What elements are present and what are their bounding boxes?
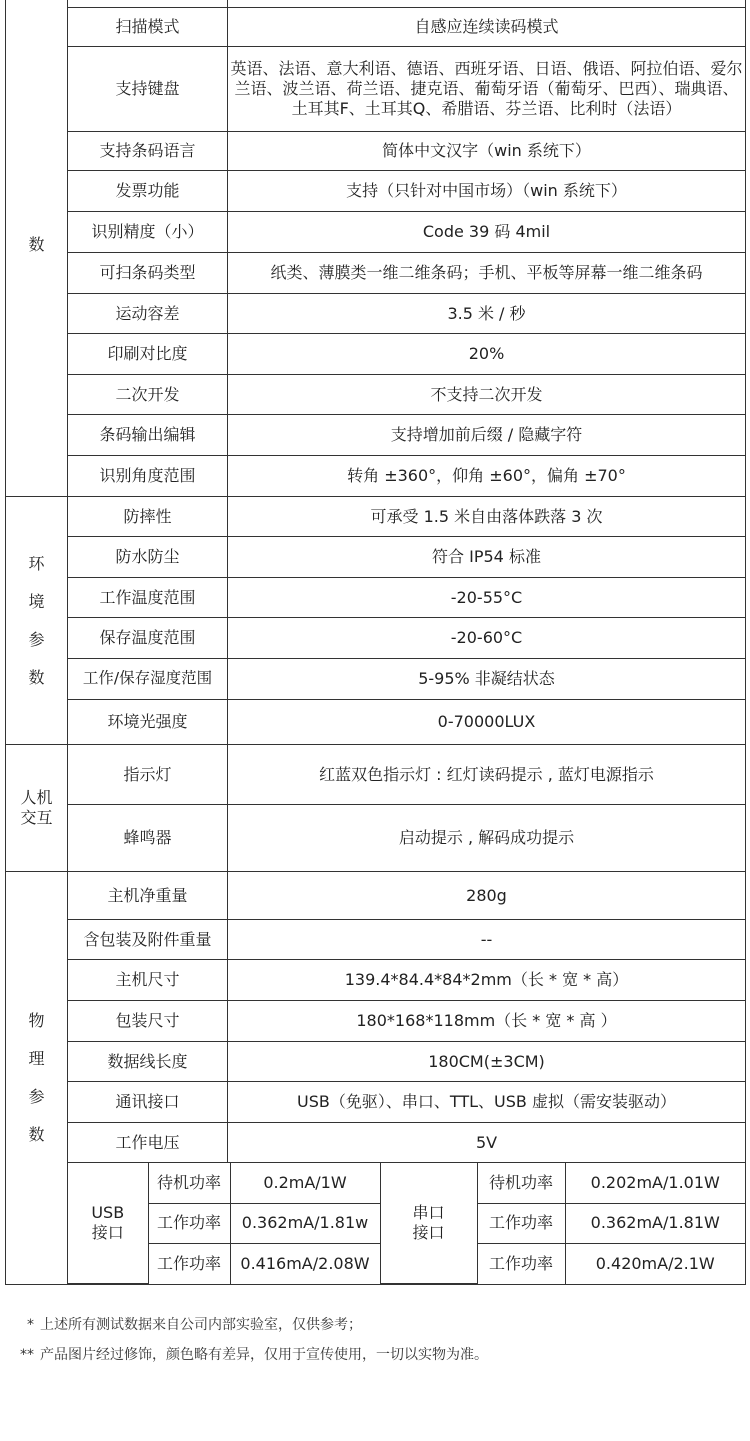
spec-key: 蜂鸣器 [68, 805, 228, 872]
spec-key: 主机净重量 [68, 872, 228, 920]
category-cell [6, 872, 68, 1285]
spec-key: 条码输出编辑 [68, 415, 228, 456]
power-cell [68, 1163, 746, 1285]
category-label: 数 [28, 1125, 45, 1144]
footnotes [20, 1314, 488, 1374]
spec-value [228, 0, 746, 8]
spec-value: Code 39 码 4mil [228, 212, 746, 253]
serial-interface-label: 串口 接口 [380, 1163, 477, 1284]
category-label: 数 [28, 235, 45, 254]
usb-power-value: 0.362mA/1.81w [230, 1203, 380, 1243]
serial-power-value: 0.202mA/1.01W [565, 1163, 745, 1203]
spec-key: 工作/保存湿度范围 [68, 659, 228, 700]
spec-value: 转角 ±360°，仰角 ±60°，偏角 ±70° [228, 456, 746, 497]
table-row [6, 1042, 746, 1082]
category-label: 环 [28, 553, 45, 573]
category-label: 境 [28, 591, 45, 611]
category-label: 数 [28, 667, 45, 687]
spec-value: 3.5 米 / 秒 [228, 294, 746, 334]
spec-key: 支持键盘 [68, 47, 228, 132]
spec-key: 环境光强度 [68, 700, 228, 745]
spec-value: 180*168*118mm（长 * 宽 * 高 ） [228, 1001, 746, 1042]
footnote: ** 产品图片经过修饰，颜色略有差异，仅用于宣传使用，一切以实物为准。 [20, 1347, 488, 1363]
usb-power-value: 0.416mA/2.08W [230, 1243, 380, 1283]
spec-key: 扫描模式 [68, 8, 228, 47]
table-row [6, 415, 746, 456]
spec-value: -20-55°C [228, 578, 746, 618]
table-row [6, 872, 746, 920]
spec-key: 保存温度范围 [68, 618, 228, 659]
spec-value: 支持增加前后缀 / 隐藏字符 [228, 415, 746, 456]
footnote: * 上述所有测试数据来自公司内部实验室，仅供参考； [27, 1317, 362, 1333]
category-label: 参 [28, 1087, 45, 1106]
serial-power-key: 工作功率 [477, 1203, 565, 1243]
spec-key: 指示灯 [68, 745, 228, 805]
spec-value: 英语、法语、意大利语、德语、西班牙语、日语、俄语、阿拉伯语、爱尔兰语、波兰语、荷兰语、捷克语、葡萄牙语（葡萄牙、巴西）、瑞典语、土耳其F、土耳其Q、希腊语、芬兰语、比利时（法语） [228, 47, 746, 132]
spec-key: 防水防尘 [68, 537, 228, 578]
usb-power-value: 0.2mA/1W [230, 1163, 380, 1203]
spec-key: 可扫条码类型 [68, 253, 228, 294]
spec-key: 工作电压 [68, 1123, 228, 1163]
usb-power-key: 工作功率 [148, 1203, 230, 1243]
table-row [6, 8, 746, 47]
spec-key: 防摔性 [68, 497, 228, 537]
spec-key: 通讯接口 [68, 1082, 228, 1123]
spec-key: 支持条码语言 [68, 132, 228, 171]
category-label: 人机 [20, 788, 53, 807]
spec-key: 包装尺寸 [68, 1001, 228, 1042]
category-label: 交互 [20, 808, 53, 827]
table-row [6, 920, 746, 960]
category-cell [6, 745, 68, 872]
table-row [6, 375, 746, 415]
usb-interface-label: USB 接口 [68, 1163, 148, 1284]
table-row [6, 1163, 746, 1285]
usb-power-key: 待机功率 [148, 1163, 230, 1203]
spec-value: 5V [228, 1123, 746, 1163]
table-row [6, 745, 746, 805]
serial-power-value: 0.420mA/2.1W [565, 1243, 745, 1283]
table-row [6, 171, 746, 212]
spec-key: 运动容差 [68, 294, 228, 334]
table-row [6, 497, 746, 537]
usb-power-key: 工作功率 [148, 1243, 230, 1283]
category-cell [6, 0, 68, 497]
spec-key: 含包装及附件重量 [68, 920, 228, 960]
spec-key: 识别精度（小） [68, 212, 228, 253]
spec-value: -20-60°C [228, 618, 746, 659]
spec-value: 启动提示 , 解码成功提示 [228, 805, 746, 872]
serial-power-value: 0.362mA/1.81W [565, 1203, 745, 1243]
table-row [6, 578, 746, 618]
spec-value: 自感应连续读码模式 [228, 8, 746, 47]
spec-value: -- [228, 920, 746, 960]
table-row [6, 1082, 746, 1123]
category-label: 理 [28, 1049, 45, 1068]
spec-key: 主机尺寸 [68, 960, 228, 1001]
table-row [6, 132, 746, 171]
serial-power-key: 待机功率 [477, 1163, 565, 1203]
spec-value: USB（免驱）、串口、TTL、USB 虚拟（需安装驱动） [228, 1082, 746, 1123]
spec-value: 不支持二次开发 [228, 375, 746, 415]
table-row [6, 700, 746, 745]
table-row [6, 618, 746, 659]
spec-key: 数据线长度 [68, 1042, 228, 1082]
spec-value: 红蓝双色指示灯 : 红灯读码提示 , 蓝灯电源指示 [228, 745, 746, 805]
spec-value: 可承受 1.5 米自由落体跌落 3 次 [228, 497, 746, 537]
spec-key: 识别角度范围 [68, 456, 228, 497]
table-row [6, 960, 746, 1001]
category-label: 参 [28, 629, 45, 649]
table-row [6, 0, 746, 8]
table-row [6, 253, 746, 294]
spec-key: 二次开发 [68, 375, 228, 415]
category-label: 物 [28, 1011, 45, 1030]
table-row [6, 1001, 746, 1042]
spec-key [68, 0, 228, 8]
spec-value: 180CM(±3CM) [228, 1042, 746, 1082]
serial-power-key: 工作功率 [477, 1243, 565, 1283]
table-row [6, 294, 746, 334]
spec-key: 工作温度范围 [68, 578, 228, 618]
table-row [6, 334, 746, 375]
spec-value: 280g [228, 872, 746, 920]
spec-value: 139.4*84.4*84*2mm（长 * 宽 * 高） [228, 960, 746, 1001]
spec-key: 印刷对比度 [68, 334, 228, 375]
table-row [6, 805, 746, 872]
table-row [6, 1123, 746, 1163]
power-table [68, 1163, 745, 1284]
category-cell [6, 497, 68, 745]
table-row [6, 212, 746, 253]
spec-key: 发票功能 [68, 171, 228, 212]
spec-value: 支持（只针对中国市场）（win 系统下） [228, 171, 746, 212]
spec-value: 20% [228, 334, 746, 375]
table-row [6, 659, 746, 700]
spec-table [5, 0, 746, 1285]
spec-value: 5-95% 非凝结状态 [228, 659, 746, 700]
spec-value: 纸类、薄膜类一维二维条码；手机、平板等屏幕一维二维条码 [228, 253, 746, 294]
spec-value: 简体中文汉字（win 系统下） [228, 132, 746, 171]
spec-value: 0-70000LUX [228, 700, 746, 745]
spec-value: 符合 IP54 标准 [228, 537, 746, 578]
table-row [6, 456, 746, 497]
table-row [68, 1163, 745, 1203]
table-row [6, 47, 746, 132]
table-row [6, 537, 746, 578]
